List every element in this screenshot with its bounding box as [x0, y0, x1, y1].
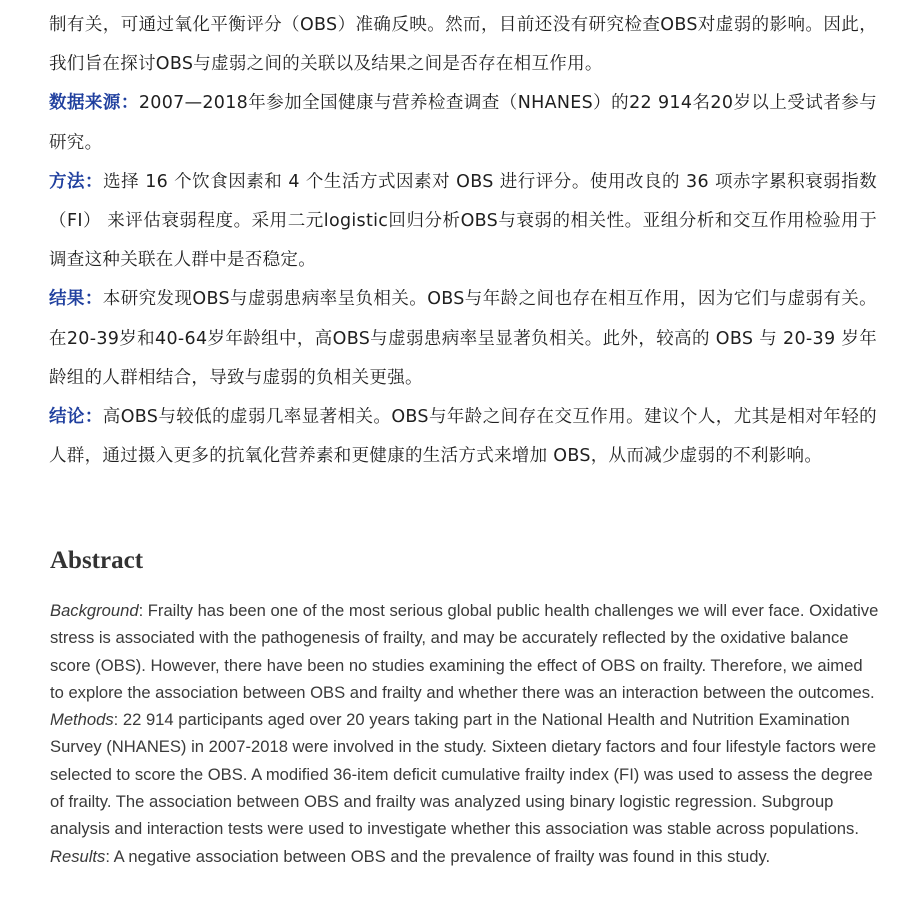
intro-text: 制有关，可通过氧化平衡评分（OBS）准确反映。然而，目前还没有研究检查OBS对虚弱的影响。因此，我们旨在探讨OBS与虚弱之间的关联以及结果之间是否存在相互作用。: [49, 15, 877, 75]
results-label-en: Results: [50, 846, 106, 866]
source-label: 数据来源：: [49, 93, 139, 114]
abstract-heading: Abstract: [50, 547, 144, 574]
results-label: 结果：: [49, 289, 103, 310]
results-text: 本研究发现OBS与虚弱患病率呈负相关。OBS与年龄之间也存在相互作用，因为它们与虚弱有关。在20-39岁和40-64岁年龄组中，高OBS与虚弱患病率呈显著负相关。此外，较高的 OBS 与 20-39 岁年龄组的人群相结合，导致与虚弱的负相关更强。: [49, 289, 877, 388]
intro-paragraph: [49, 6, 877, 84]
methods-paragraph: [49, 163, 877, 281]
methods-label-en: Methods: [50, 710, 114, 730]
source-paragraph: [49, 84, 877, 162]
methods-label: 方法：: [49, 171, 104, 192]
results-paragraph: [49, 280, 877, 398]
background-text: : Frailty has been one of the most serious global public health challenges we will ever face. Oxidative stress is associated with the pathogenesis of frailty, and may be accurately reflected by the oxidative balance score (OBS). However, there have been no studies examining the effect of OBS on frailty. Therefore, we aimed to explore the association between OBS and frailty and whether there was an interaction between the outcomes.: [50, 601, 879, 702]
methods-text-en: : 22 914 participants aged over 20 years taking part in the National Health and Nutrition Examination Survey (NHANES) in 2007-2018 were involved in the study. Sixteen dietary factors and four lifestyle factors were selected to score the OBS. A modified 36-item deficit cumulative frailty index (FI) was used to assess the degree of frailty. The association between OBS and frailty was analyzed using binary logistic regression. Subgroup analysis and interaction tests were used to investigate whether this association was stable across populations.: [50, 710, 877, 839]
conclusion-text: 高OBS与较低的虚弱几率显著相关。OBS与年龄之间存在交互作用。建议个人，尤其是相对年轻的人群，通过摄入更多的抗氧化营养素和更健康的生活方式来增加 OBS，从而减少虚弱的不利影响。: [49, 407, 877, 467]
conclusion-paragraph: [49, 398, 877, 476]
conclusion-label: 结论：: [49, 407, 103, 428]
english-abstract: [50, 597, 880, 870]
background-label: Background: [50, 601, 139, 620]
source-text: 2007—2018年参加全国健康与营养检查调查（NHANES）的22 914名20岁以上受试者参与研究。: [49, 93, 878, 153]
methods-text: 选择 16 个饮食因素和 4 个生活方式因素对 OBS 进行评分。使用改良的 36 项赤字累积衰弱指数 （FI） 来评估衰弱程度。采用二元logistic回归分析OBS与衰弱的相关性。亚组分析和交互作用检验用于调查这种关联在人群中是否稳定。: [49, 171, 877, 271]
chinese-abstract: [49, 6, 877, 476]
results-text-en: : A negative association between OBS and the prevalence of frailty was found in this study.: [105, 846, 771, 866]
